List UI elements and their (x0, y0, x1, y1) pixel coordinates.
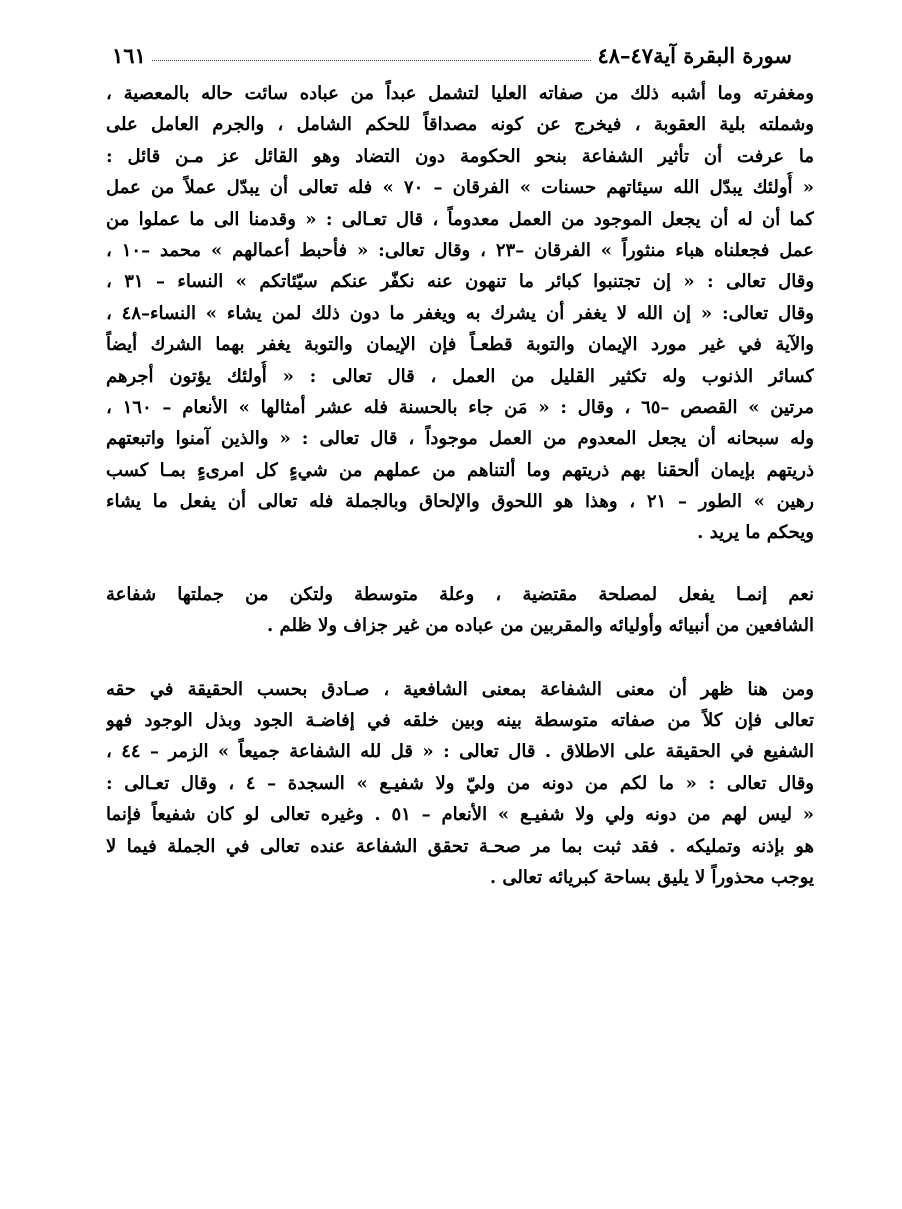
text-line: « ليس لهم من دونه ولي ولا شفيـع » الأنعام – ٥١ . وغيره تعالى لو كان شفيعاً فإنما (106, 804, 814, 826)
text-line: وقال تعالى: « إن الله لا يغفر أن يشرك به ويغفر ما دون ذلك لمن يشاء » النساء–٤٨ ، (106, 302, 814, 324)
text-line: كما أن له أن يجعل الموجود من العمل معدوماً ، قال تعـالى : « وقدمنا الى ما عملوا من (106, 208, 814, 230)
text-line: عمل فجعلناه هباء منثوراً » الفرقان –٢٣ ، وقال تعالى: « فأحبط أعمالهم » محمد –١٠ ، (106, 239, 814, 261)
text-line: ذريتهم بإيمان ألحقنا بهم ذريتهم وما ألتناهم من عملهم من شيءٍ كل امرىءٍ بمـا كسب (106, 459, 814, 481)
paragraph-spacer (106, 642, 814, 674)
page-number: ١٦١ (112, 43, 146, 68)
paragraph-3 (106, 674, 814, 894)
text-line: ما عرفت أن تأثير الشفاعة بنحو الحكومة دون التضاد وهو القائل عز مـن قائل : (106, 145, 814, 167)
text-line: يوجب محذوراً لا يليق بساحة كبريائه تعالى . (489, 866, 814, 888)
header-title: سورة البقرة آية٤٧–٤٨ (597, 43, 792, 68)
text-line: والآية في غير مورد الإيمان والتوبة قطعـاً فإن الإيمان والتوبة يغفر بهما الشرك أيضاً (106, 334, 814, 356)
text-line: هو بإذنه وتمليكه . فقد ثبت بما مر صحـة تحقق الشفاعة عنده تعالى في الجملة فيما لا (106, 835, 814, 857)
text-line: « أُولئك يبدّل الله سيئاتهم حسنات » الفرقان – ٧٠ » فله تعالى أن يبدّل عملاً من عمل (106, 177, 814, 199)
text-line: مرتين » القصص –٦٥ ، وقال : « مَن جاء بالحسنة فله عشر أمثالها » الأنعام – ١٦٠ ، (106, 396, 814, 418)
text-line: وشملته بلية العقوبة ، فيخرج عن كونه مصداقاً للحكم الشامل ، والجرم العامل على (106, 114, 814, 136)
running-header (112, 34, 792, 68)
text-line: الشفيع في الحقيقة على الاطلاق . قال تعالى : « قل لله الشفاعة جميعاً » الزمر – ٤٤ ، (106, 741, 814, 763)
text-line: وقال تعالى : « ما لكم من دونه من وليّ ولا شفيـع » السجدة – ٤ ، وقال تعـالى : (106, 772, 814, 794)
text-line: كسائر الذنوب وله تكثير القليل من العمل ، قال تعالى : « أُولئك يؤتون أجرهم (106, 365, 814, 387)
text-line: رهين » الطور – ٢١ ، وهذا هو اللحوق والإلحاق وبالجملة فله تعالى أن يفعل ما يشاء (106, 491, 814, 513)
body-text (106, 78, 814, 893)
text-line: نعم إنمـا يفعل لمصلحة مقتضية ، وعلة متوسطة ولتكن من جملتها شفاعة (106, 583, 814, 605)
text-line: وله سبحانه أن يجعل المعدوم من العمل موجوداً ، قال تعالى : « والذين آمنوا واتبعتهم (106, 428, 814, 450)
text-line: الشافعين من أنبيائه وأوليائه والمقربين من عباده من غير جزاف ولا ظلم . (267, 615, 814, 637)
paragraph-2 (106, 579, 814, 642)
paragraph-1 (106, 78, 814, 549)
text-line: ومن هنا ظهر أن معنى الشفاعة بمعنى الشافعية ، صـادق بحسب الحقيقة في حقه (106, 678, 814, 700)
text-line: ومغفرته وما أشبه ذلك من صفاته العليا لتشمل عبداً من عباده سائت حاله بالمعصية ، (106, 83, 814, 104)
paragraph-spacer (106, 549, 814, 579)
text-line: وقال تعالى : « إن تجتنبوا كبائر ما تنهون عنه نكفّر عنكم سيّئاتكم » النساء – ٣١ ، (106, 271, 814, 293)
text-line: ويحكم ما يريد . (697, 522, 814, 544)
text-line: تعالى فإن كلاً من صفاته متوسطة بينه وبين خلقه في إفاضـة الجود وبذل الوجود فهو (106, 710, 814, 732)
leader-dots (152, 60, 592, 61)
